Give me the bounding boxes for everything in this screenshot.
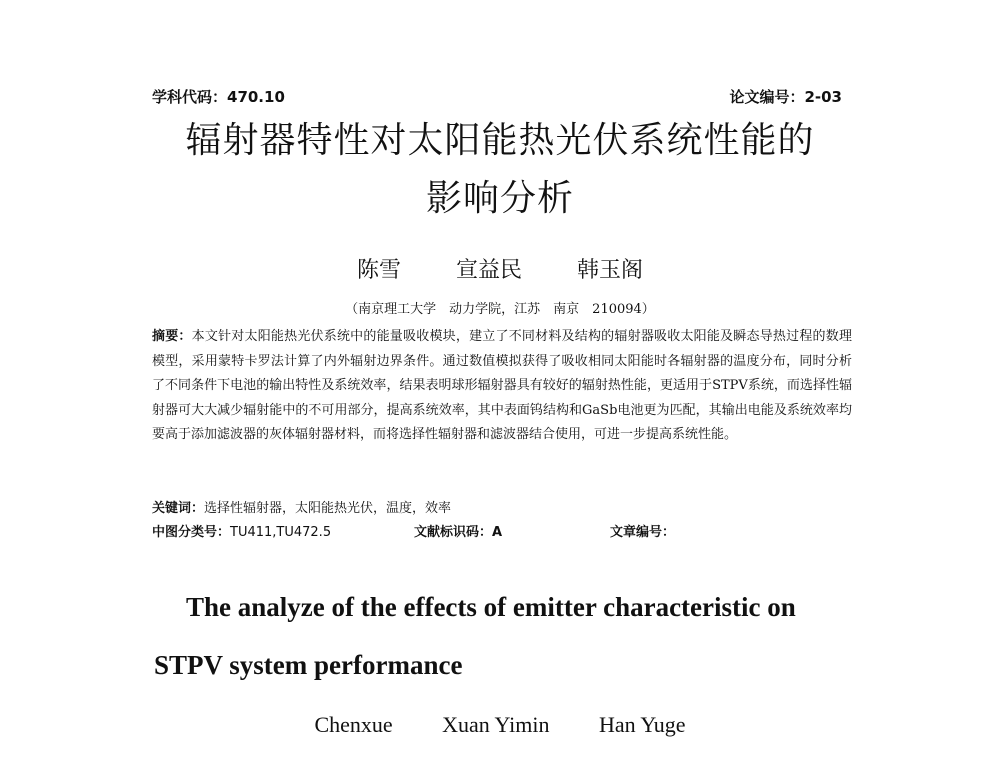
keywords-cn [152, 497, 451, 516]
author-en-3: Han Yuge [599, 712, 686, 737]
author-en-2: Xuan Yimin [442, 712, 550, 737]
subject-code: 学科代码：470.10 [152, 88, 285, 106]
keywords-text: 选择性辐射器，太阳能热光伏，温度，效率 [204, 501, 452, 516]
title-en-line1: The analyze of the effects of emitter characteristic on [186, 592, 796, 622]
abstract-text: 本文针对太阳能热光伏系统中的能量吸收模块，建立了不同材料及结构的辐射器吸收太阳能及瞬态导热过程的数理模型，采用蒙特卡罗法计算了内外辐射边界条件。通过数值模拟获得了吸收相同太阳能时各辐射器的温度分布，同时分析了不同条件下电池的输出特性及系统效率，结果表明球形辐射器具有较好的辐射热性能，更适用于STPV系统，而选择性辐射器可大大减少辐射能中的不可用部分，提高系统效率，其中表面钨结构和GaSb电池更为匹配，其输出电能及系统效率均要高于添加滤波器的灰体辐射器材料，而将选择性辐射器和滤波器结合使用，可进一步提高系统性能。 [152, 329, 852, 443]
article-number [610, 521, 675, 540]
clc-value: TU411,TU472.5 [230, 525, 332, 540]
classification-line [152, 521, 676, 540]
authors-cn [0, 253, 1000, 284]
abstract-cn [152, 325, 852, 448]
authors-en [0, 712, 1000, 738]
paper-number: 论文编号：2-03 [729, 88, 842, 106]
author-cn-1: 陈雪 [356, 258, 401, 283]
affiliation-cn: （南京理工大学 动力学院，江苏 南京 210094） [345, 302, 655, 317]
doc-code [414, 521, 502, 540]
doc-code-value: A [492, 525, 503, 540]
doc-code-label: 文献标识码： [414, 525, 493, 540]
title-en-line2: STPV system performance [154, 650, 463, 680]
author-cn-2: 宣益民 [455, 258, 522, 283]
author-en-1: Chenxue [314, 712, 393, 737]
title-cn-line1: 辐射器特性对太阳能热光伏系统性能的 [185, 120, 815, 161]
abstract-label: 摘要： [152, 329, 192, 344]
article-number-label: 文章编号： [610, 525, 676, 540]
author-cn-3: 韩玉阁 [577, 258, 644, 283]
title-cn-line2: 影响分析 [425, 178, 574, 219]
clc-label: 中图分类号： [152, 525, 231, 540]
keywords-label: 关键词： [152, 501, 205, 516]
